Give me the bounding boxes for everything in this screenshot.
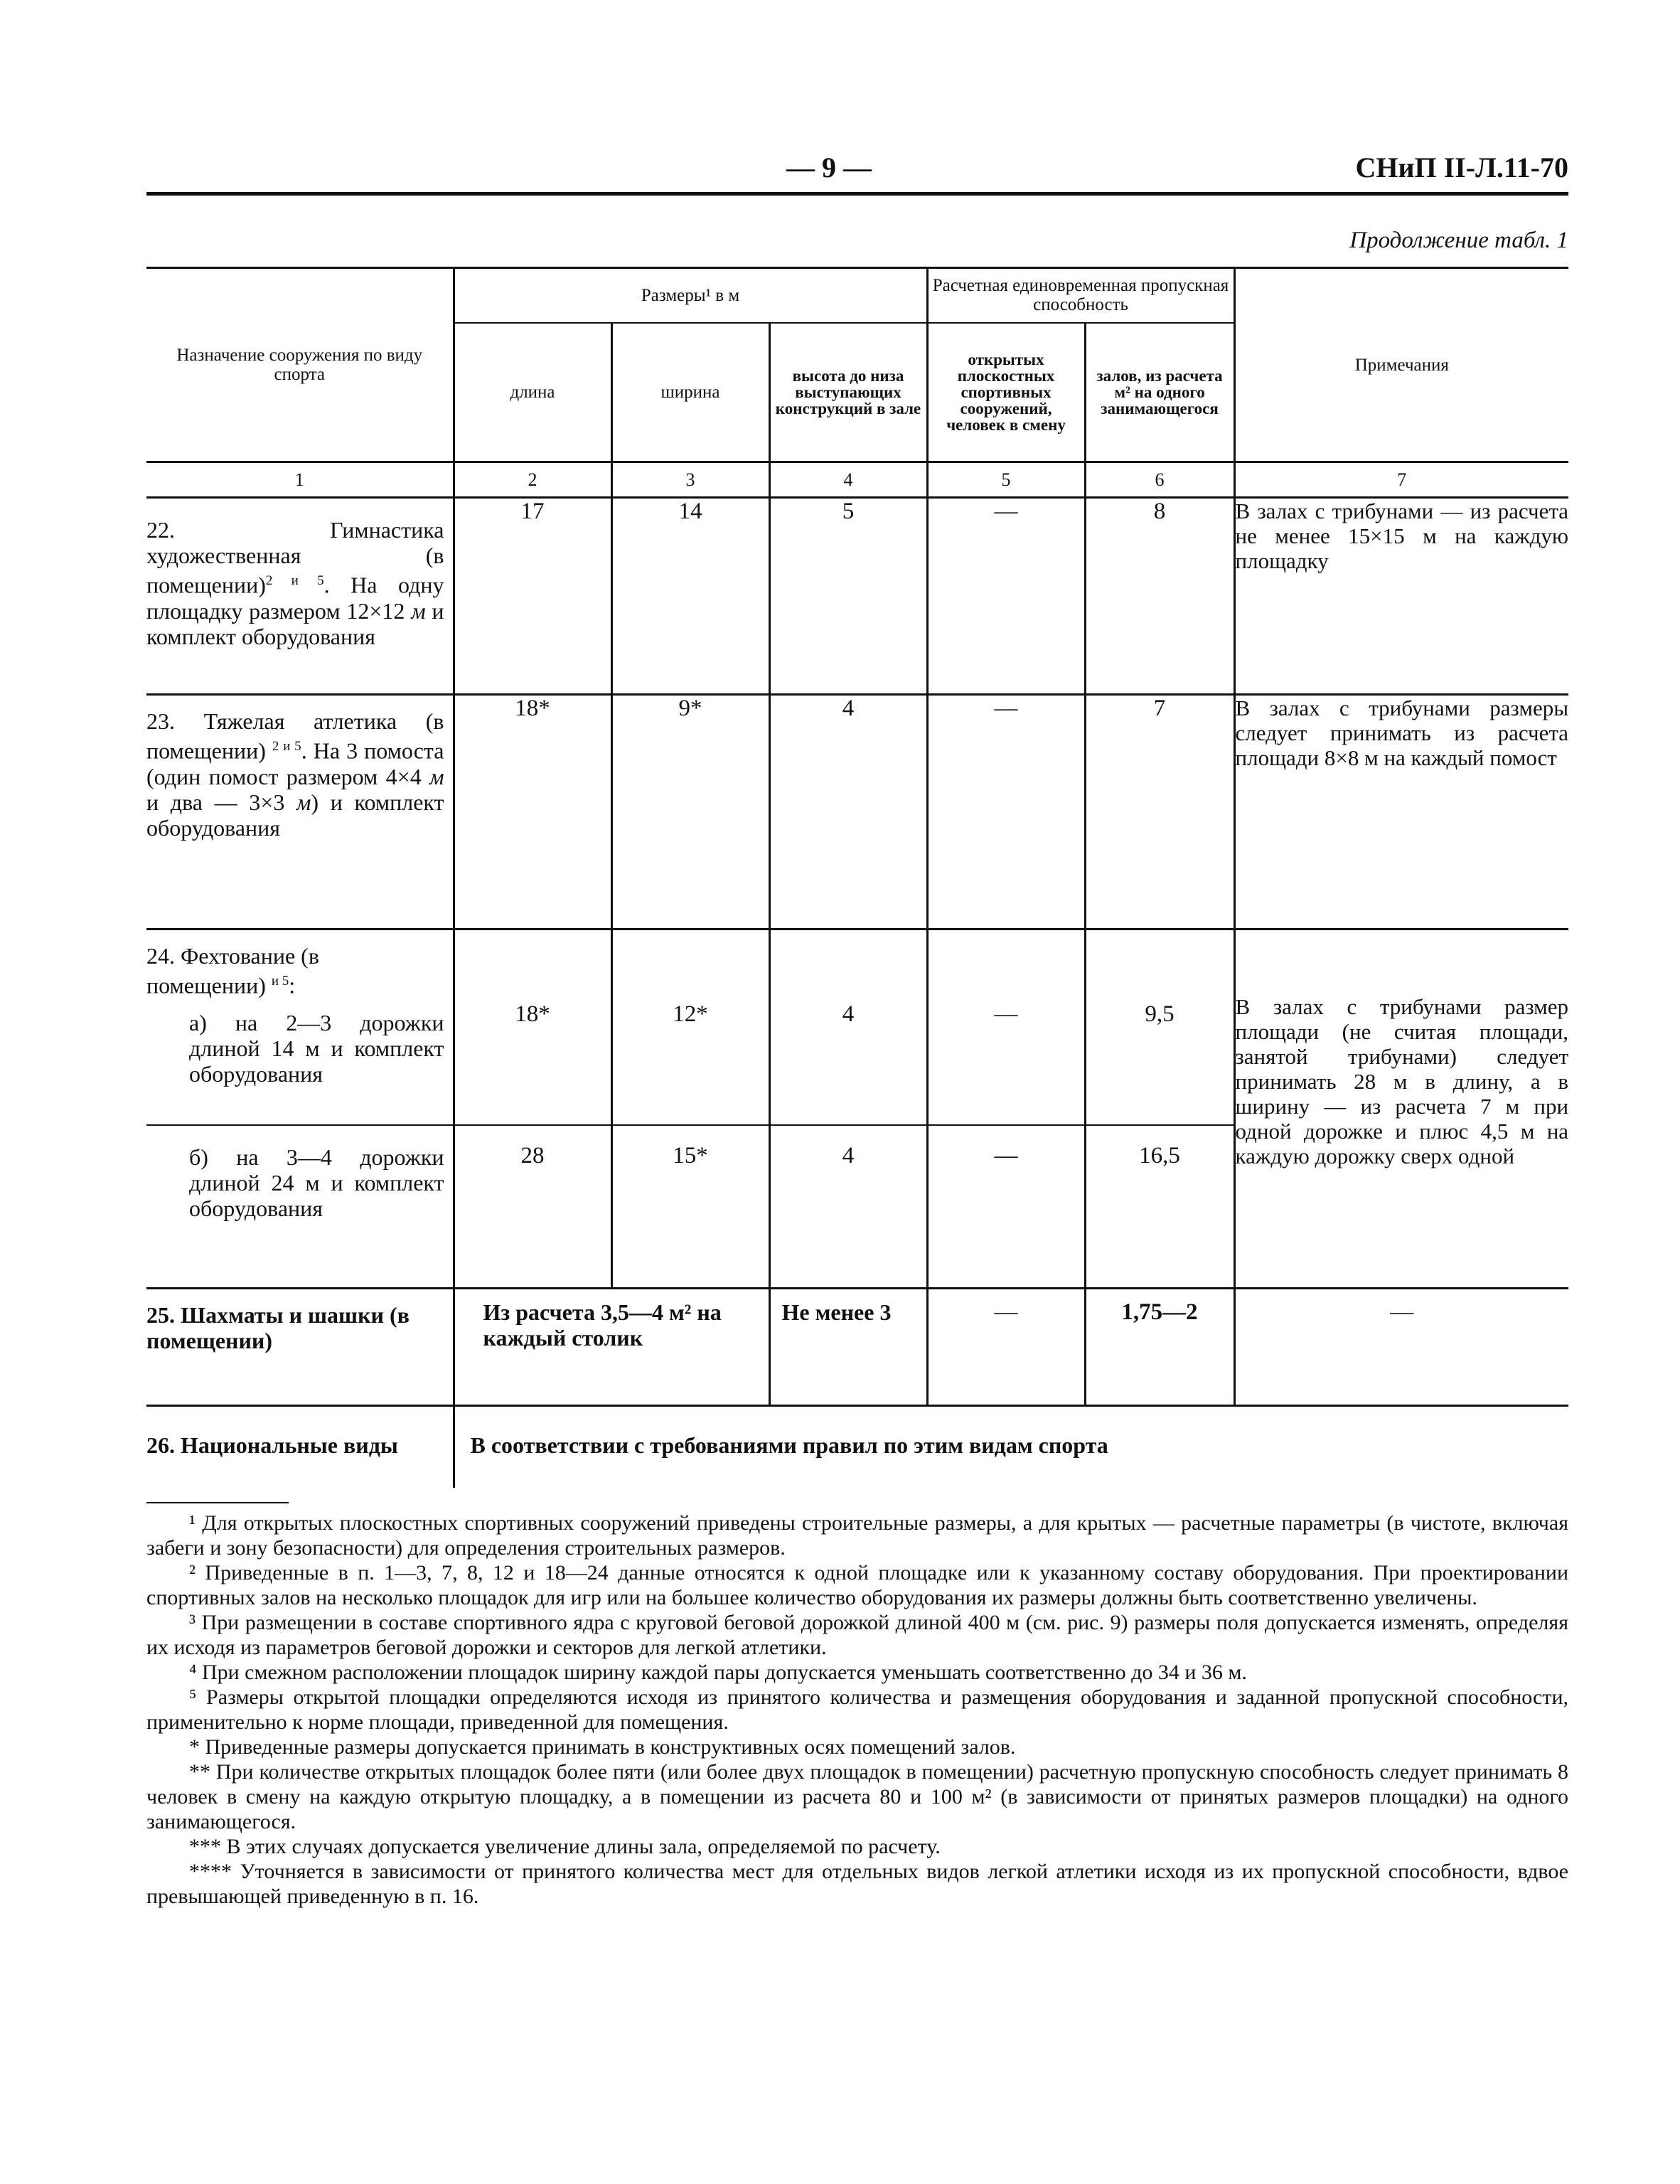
col-number: 2: [454, 462, 611, 498]
footnote-star-3: *** В этих случаях допускается увеличение длины зала, определяемой по расчету.: [189, 1835, 941, 1858]
page-header: [146, 151, 1568, 193]
table-row: [146, 695, 1568, 929]
sports-facilities-table: [146, 267, 1568, 1488]
header-rule: [146, 192, 1568, 196]
cell-length: 18*: [454, 929, 611, 1125]
header-row-1: [146, 268, 1568, 323]
cell-note: —: [1234, 1289, 1568, 1406]
header-width: ширина: [611, 323, 769, 462]
cell-note: В залах с трибунами — из расчета не менее 15×15 м на каждую площадку: [1234, 498, 1568, 695]
table-row: [146, 498, 1568, 695]
cell-open: —: [927, 498, 1085, 695]
table-row: [146, 1406, 1568, 1488]
cell-hall: 7: [1085, 695, 1234, 929]
footnote-4: ⁴ При смежном расположении площадок ширину каждой пары допускается уменьшать соответственно до 34 и 36 м.: [189, 1661, 1247, 1684]
footnote-star-1: * Приведенные размеры допускается принимать в конструктивных осях помещений залов.: [189, 1735, 1016, 1759]
header-sizes: Размеры¹ в м: [454, 268, 927, 323]
cell-open: —: [927, 929, 1085, 1125]
cell-height: 4: [769, 929, 927, 1125]
footnote-2: ² Приведенные в п. 1—3, 7, 8, 12 и 18—24 данные относятся к одной площадке или к указанному составу оборудования. При проектировании спортивных залов на несколько площадок для игр или на большее количество оборудования их размеры должны быть соответственно увеличены.: [146, 1561, 1568, 1609]
row-name: 26. Национальные виды: [146, 1432, 398, 1458]
header-purpose: Назначение сооружения по виду спорта: [176, 346, 423, 384]
footnote-3: ³ При размещении в составе спортивного ядра с круговой беговой дорожкой длиной 400 м (см. рис. 9) размеры поля допускается изменять, определяя их исходя из параметров беговой дорожки и секторов для легкой атлетики.: [146, 1611, 1568, 1659]
header-capacity: Расчетная единовременная пропускная способность: [927, 268, 1234, 323]
document-code: СНиП II-Л.11-70: [1355, 151, 1568, 183]
footnotes: [146, 1511, 1568, 1909]
col-number: 7: [1234, 462, 1568, 498]
table-row: [146, 929, 1568, 1125]
cell-length: 28: [454, 1125, 611, 1289]
header-open-fields: открытых плоскостных спортивных сооружений, человек в смену: [927, 323, 1085, 462]
cell-length: 17: [454, 498, 611, 695]
cell-hall: 1,75—2: [1085, 1289, 1234, 1406]
sub-item-b: б) на 3—4 дорожки длиной 24 м и комплект оборудования: [189, 1144, 444, 1221]
header-halls: залов, из расчета м² на одного занимающегося: [1085, 323, 1234, 462]
footnote-star-2: ** При количестве открытых площадок более пяти (или более двух площадок в помещении) расчетную пропускную способность следует принимать 8 человек в смену на каждую открытую площадку, а в помещении из расчета 80 и 100 м² (в зависимости от принятых размеров площадки) на одного занимающегося.: [146, 1760, 1568, 1833]
table-row: [146, 1289, 1568, 1406]
col-number: 3: [611, 462, 769, 498]
cell-height: 4: [769, 1125, 927, 1289]
cell-open: —: [927, 1289, 1085, 1406]
cell-height: 4: [769, 695, 927, 929]
cell-width: 14: [611, 498, 769, 695]
cell-note: В залах с трибунами размер площади (не считая площади, занятой трибунами) следует принимать 28 м в длину, а в ширину — из расчета 7 м при одной дорожке и плюс 4,5 м на каждую дорожку сверх одной: [1234, 929, 1568, 1289]
cell-hall: 8: [1085, 498, 1234, 695]
cell-width: 15*: [611, 1125, 769, 1289]
cell-note: В залах с трибунами размеры следует принимать из расчета площади 8×8 м на каждый помост: [1234, 695, 1568, 929]
row-name: [146, 1125, 454, 1289]
col-number: 4: [769, 462, 927, 498]
cell-width: 12*: [611, 929, 769, 1125]
header-notes: Примечания: [1234, 268, 1568, 462]
footnote-rule: [146, 1502, 289, 1503]
cell-length: 18*: [454, 695, 611, 929]
cell-size: Из расчета 3,5—4 м² на каждый столик: [454, 1289, 769, 1406]
table-continuation-label: Продолжение табл. 1: [1349, 228, 1568, 253]
col-number: 6: [1085, 462, 1234, 498]
footnote-star-4: **** Уточняется в зависимости от принятого количества мест для отдельных видов легкой атлетики исходя из их пропускной способности, вдвое превышающей приведенную в п. 16.: [146, 1860, 1568, 1908]
cell-hall: 16,5: [1085, 1125, 1234, 1289]
cell-open: —: [927, 695, 1085, 929]
cell-width: 9*: [611, 695, 769, 929]
cell-hall: 9,5: [1085, 929, 1234, 1125]
row-name: 24. Фехтование (в помещении) $^{и 5}$: а) на 2—3 дорожки длиной 14 м и комплект оборудования: [146, 943, 444, 1087]
col-number: 1: [294, 469, 304, 490]
cell-span-text: В соответствии с требованиями правил по этим видам спорта: [454, 1406, 1568, 1488]
sub-item-a: а) на 2—3 дорожки длиной 14 м и комплект оборудования: [189, 1009, 444, 1087]
column-numbers-row: [146, 462, 1568, 498]
cell-open: —: [927, 1125, 1085, 1289]
header-length: длина: [454, 323, 611, 462]
cell-height: Не менее 3: [769, 1289, 927, 1406]
row-name: 22. Гимнастика художественная (в помещении)$^{2 и 5}$. На одну площадку размером 12×12 м и комплект оборудования: [146, 517, 444, 649]
page-number: — 9 —: [786, 151, 872, 183]
col-number: 5: [927, 462, 1085, 498]
footnote-1: ¹ Для открытых плоскостных спортивных сооружений приведены строительные размеры, а для крытых — расчетные параметры (в чистоте, включая забеги и зону безопасности) для определения строительных размеров.: [146, 1511, 1568, 1560]
footnote-5: ⁵ Размеры открытой площадки определяются исходя из принятого количества и размещения оборудования и заданной пропускной способности, применительно к норме площади, приведенной для помещения.: [146, 1685, 1568, 1734]
row-name: 23. Тяжелая атлетика (в помещении) $^{2 и 5}$. На 3 помоста (один помост размером 4×4 м и два — 3×3 м) и комплект оборудования: [146, 708, 444, 841]
cell-height: 5: [769, 498, 927, 695]
header-height: высота до низа выступающих конструкций в зале: [769, 323, 927, 462]
row-name: 25. Шахматы и шашки (в помещении): [146, 1302, 410, 1353]
